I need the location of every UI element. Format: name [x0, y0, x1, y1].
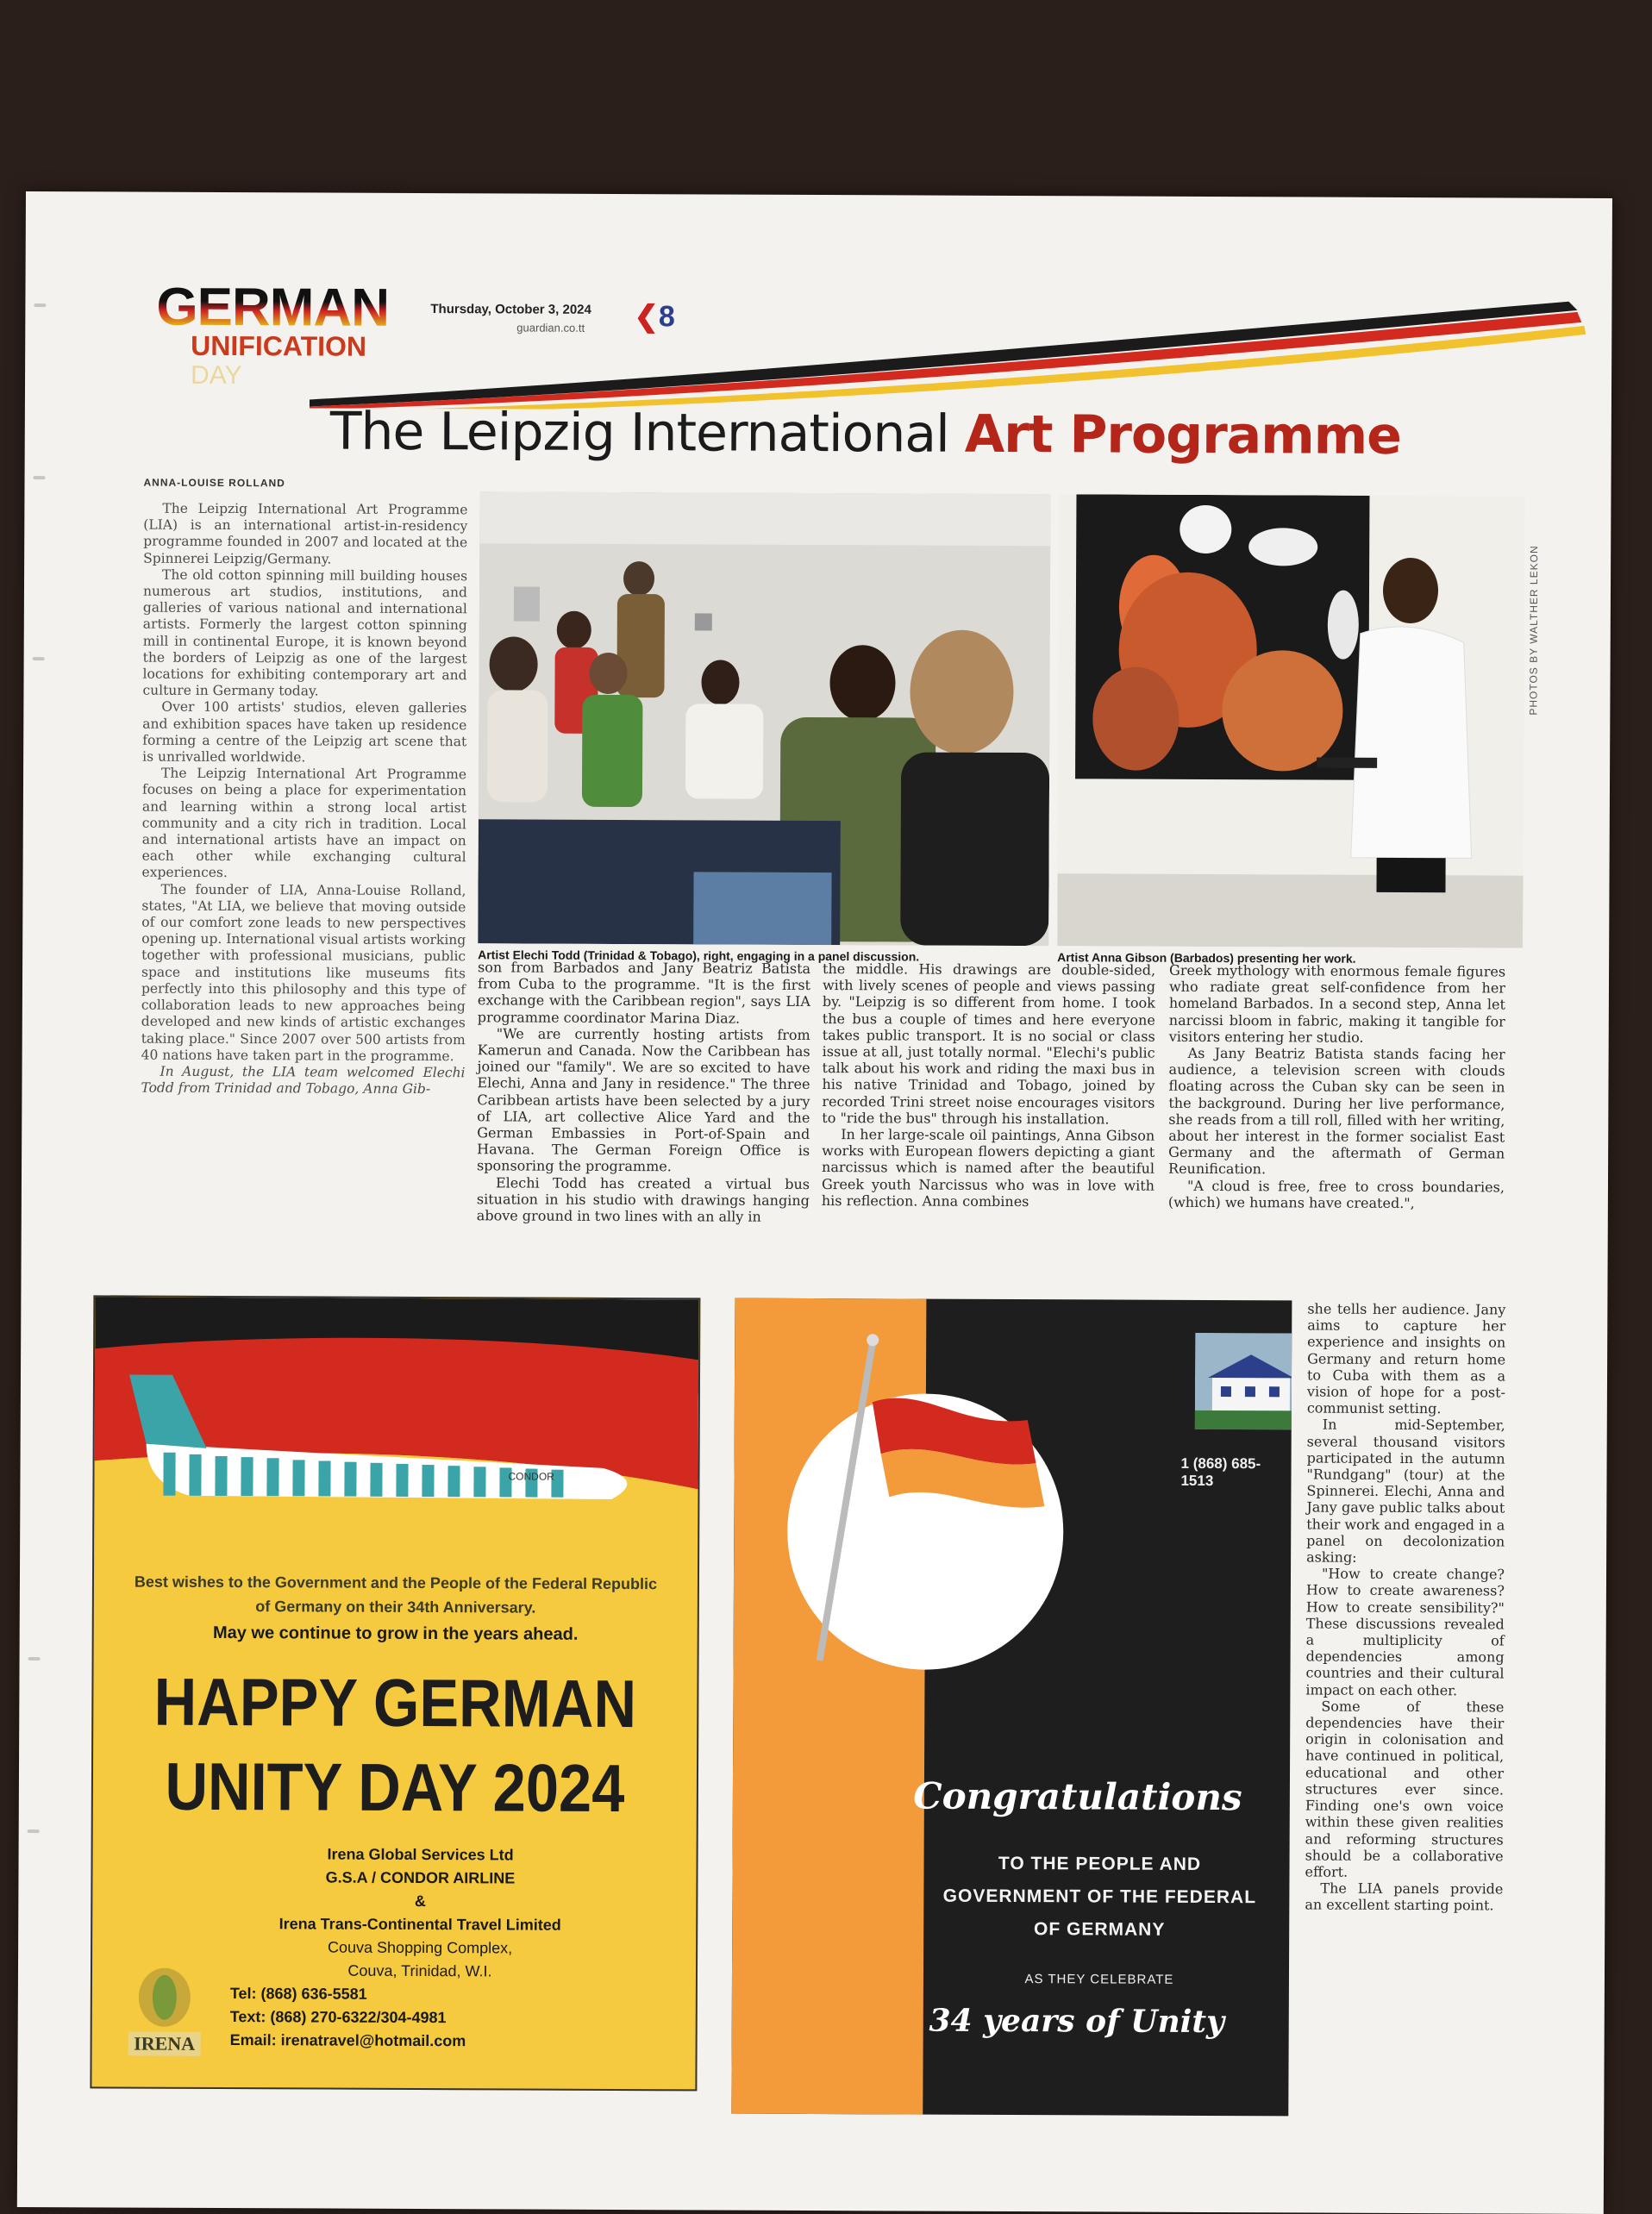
paragraph: The LIA panels provide an excellent starting point. — [1305, 1879, 1504, 1914]
address-line-2: Couva, Trinidad, W.I. — [347, 1961, 492, 1980]
plane-text: CONDOR — [508, 1470, 554, 1483]
paragraph: The Leipzig International Art Programme (LIA) is an international artist-in-residency programme founded in 2007 and located at the Spinnerei Leipzig/Germany. — [143, 500, 468, 567]
newspaper-page — [17, 191, 1612, 2214]
logo-text: IRENA — [134, 2032, 196, 2055]
irena-logo — [123, 1963, 207, 2067]
article-column-3 — [822, 960, 1155, 1210]
paragraph: The old cotton spinning mill building houses numerous art studios, institutions, and galleries of various national and international artists. Formerly the largest cotton spinning mill in continental Europe, it is known beyond the borders of Leipzig as one of the largest locations for exhibiting contemporary art and culture in Germany today. — [142, 566, 468, 699]
article-column-5 — [1305, 1300, 1505, 1914]
ad-headline-line2: UNITY DAY 2024 — [165, 1748, 625, 1827]
masthead-german: GERMAN — [156, 277, 390, 338]
as-they-celebrate: AS THEY CELEBRATE — [1024, 1972, 1174, 1987]
paragraph: Some of these dependencies have their origin in colonisation and have continued in political, educational and other structures ever since. Finding one's own voice within these given realities and reforming structures should be a collaborative effort. — [1305, 1698, 1505, 1880]
congratulations-heading: Congratulations — [913, 1774, 1242, 1819]
masthead-day: DAY — [190, 360, 242, 391]
ad-continue: May we continue to grow in the years ahead. — [212, 1623, 579, 1644]
photo-artist-presenting — [1057, 494, 1524, 948]
years-of-unity: 34 years of Unity — [929, 2002, 1225, 2041]
paragraph: "We are currently hosting artists from Kamerun and Canada. Now the Caribbean has joined our "family". We are so excited to have Elechi, Anna and Jany in residence." The three Caribbean artists have been selected by a jury of LIA, art collective Alice Yard and the German Embassies in Port-of-Spain and Havana. The German Foreign Office is sponsoring the programme. — [477, 1025, 810, 1175]
address-line-1: Couva Shopping Complex, — [327, 1938, 513, 1957]
photo-caption-2: Artist Anna Gibson (Barbados) presenting her work. — [1057, 950, 1356, 966]
article-column-4 — [1168, 962, 1505, 1212]
photo-credit: PHOTOS BY WALTHER LEKON — [1527, 545, 1541, 716]
website: guardian.co.tt — [516, 321, 585, 335]
ad-wishes: Best wishes to the Government and the People of the Federal Republic of Germany on their 34th Anniversary. — [134, 1573, 658, 1617]
paragraph: The Leipzig International Art Programme focuses on being a place for experimentation and learning within a strong local artist community and a city rich in tradition. Local and international artists have an impact on each other while exchanging cultural experiences. — [141, 765, 467, 881]
photo-caption-1: Artist Elechi Todd (Trinidad & Tobago), right, engaging in a panel discussion. — [478, 948, 920, 964]
ad-headline-line1: HAPPY GERMAN — [153, 1663, 637, 1742]
binding-hole — [33, 657, 45, 660]
paragraph: Elechi Todd has created a virtual bus situation in his studio with drawings hanging above ground in two lines with an ally in — [476, 1174, 810, 1225]
email: Email: irenatravel@hotmail.com — [229, 2031, 466, 2050]
paragraph: the middle. His drawings are double-sided, with lively scenes of people and views passing by. "Leipzig is so different from home. I took the bus a couple of times and here everyone takes public transport. It is no social or class issue at all, just totally normal. "Elechi's public talk about his work and riding the maxi bus in his native Trinidad and Tobago, joined by recorded Trini street noise encourages visitors to "ride the bus" through his installation. — [822, 960, 1156, 1128]
congrats-line-2: GOVERNMENT OF THE FEDERAL — [942, 1886, 1257, 1908]
phone: Tel: (868) 636-5581 — [229, 1985, 367, 2003]
ampersand: & — [414, 1892, 426, 1911]
paragraph: In her large-scale oil paintings, Anna Gibson works with European flowers depicting a giant narcissus which is named after the beautiful Greek youth Narcissus who was in love with his reflection. Anna combines — [821, 1126, 1155, 1210]
article-column-2 — [477, 959, 810, 1225]
paragraph: Greek mythology with enormous female figures who radiate great self-confidence from her homeland Barbados. In a second step, Anna let narcissi bloom in fabric, making it tangible for visitors entering her studio. — [1168, 961, 1506, 1046]
paragraph: "How to create change? How to create awareness? How to create sensibility?" These discussions revealed a multiplicity of dependencies among countries and their cultural impact on each other. — [1305, 1565, 1505, 1698]
headline-main: The Leipzig International — [329, 401, 949, 465]
paragraph: son from Barbados and Jany Beatriz Batista from Cuba to the programme. "It is the first exchange with the Caribbean region", says LIA programme coordinator Marina Diaz. — [477, 959, 811, 1027]
paragraph: she tells her audience. Jany aims to capture her experience and insights on Germany and return home to Cuba with them as a vision of hope for a post-communist setting. — [1306, 1300, 1506, 1417]
page-number: ❮8 — [634, 300, 675, 334]
company-name: Irena Global Services Ltd — [327, 1845, 514, 1864]
flag-swoosh-graphic — [310, 270, 1586, 413]
ad-headline — [144, 1660, 646, 1831]
paragraph: As Jany Beatriz Batista stands facing her audience, a television screen with clouds floating across the Cuban sky can be seen in the background. During her live performance, she reads from a till roll, filled with her writing, about her interest in the former socialist East Germany and the aftermath of German Reunification. — [1168, 1044, 1505, 1178]
issue-date: Thursday, October 3, 2024 — [430, 302, 591, 317]
congrats-line-1: TO THE PEOPLE AND — [998, 1853, 1202, 1874]
company-sub: G.S.A / CONDOR AIRLINE — [325, 1868, 516, 1887]
congratulations-advert — [731, 1298, 1292, 2117]
binding-hole — [28, 1657, 41, 1660]
company-name-2: Irena Trans-Continental Travel Limited — [278, 1915, 561, 1934]
article-column-1 — [141, 501, 467, 1098]
photo-panel-discussion — [478, 491, 1050, 946]
masthead-logo — [156, 277, 433, 398]
ad-contact-block — [196, 1842, 645, 2054]
ad-phone: 1 (868) 685-1513 — [1180, 1454, 1261, 1490]
binding-hole — [34, 476, 46, 479]
binding-hole — [34, 303, 46, 307]
real-estate-logo — [1195, 1333, 1292, 1430]
congrats-message — [918, 1848, 1280, 1948]
paragraph: Over 100 artists' studios, eleven galleries and exhibition spaces have taken up residence forming a centre of the Leipzig art scene that is unrivalled worldwide. — [142, 699, 467, 766]
byline: ANNA-LOUISE ROLLAND — [143, 476, 285, 490]
paragraph: "A cloud is free, free to cross boundaries, (which) we humans have created.", — [1167, 1177, 1505, 1211]
text-number: Text: (868) 270-6322/304-4981 — [229, 2008, 447, 2027]
page-number-value: 8 — [658, 300, 675, 334]
flag-plane-graphic — [94, 1297, 698, 1558]
headline-accent: Art Programme — [964, 403, 1402, 466]
paragraph: In August, the LIA team welcomed Elechi Todd from Trinidad and Tobago, Anna Gib- — [141, 1063, 466, 1098]
congrats-line-3: OF GERMANY — [1033, 1919, 1166, 1940]
masthead-unification: UNIFICATION — [191, 329, 367, 362]
paragraph: The founder of LIA, Anna-Louise Rolland, states, "At LIA, we believe that moving outside of our comfort zone leads to new perspectives opening up. International visual artists working together with professional musicians, public space and institutions like museums fits perfectly into this philosophy and this type of collaboration leads to new approaches being developed and new kinds of artistic exchanges taking place." Since 2007 over 500 artists from 40 nations have taken part in the programme. — [141, 881, 466, 1064]
irena-travel-advert — [90, 1295, 700, 2091]
article-headline — [330, 402, 1401, 466]
paragraph: In mid-September, several thousand visitors participated in the autumn "Rundgang" (tour) at the Spinnerei. Elechi, Anna and Jany gave public talks about their work and engaged in a panel on decolonization asking: — [1306, 1416, 1505, 1566]
binding-hole — [28, 1829, 40, 1833]
